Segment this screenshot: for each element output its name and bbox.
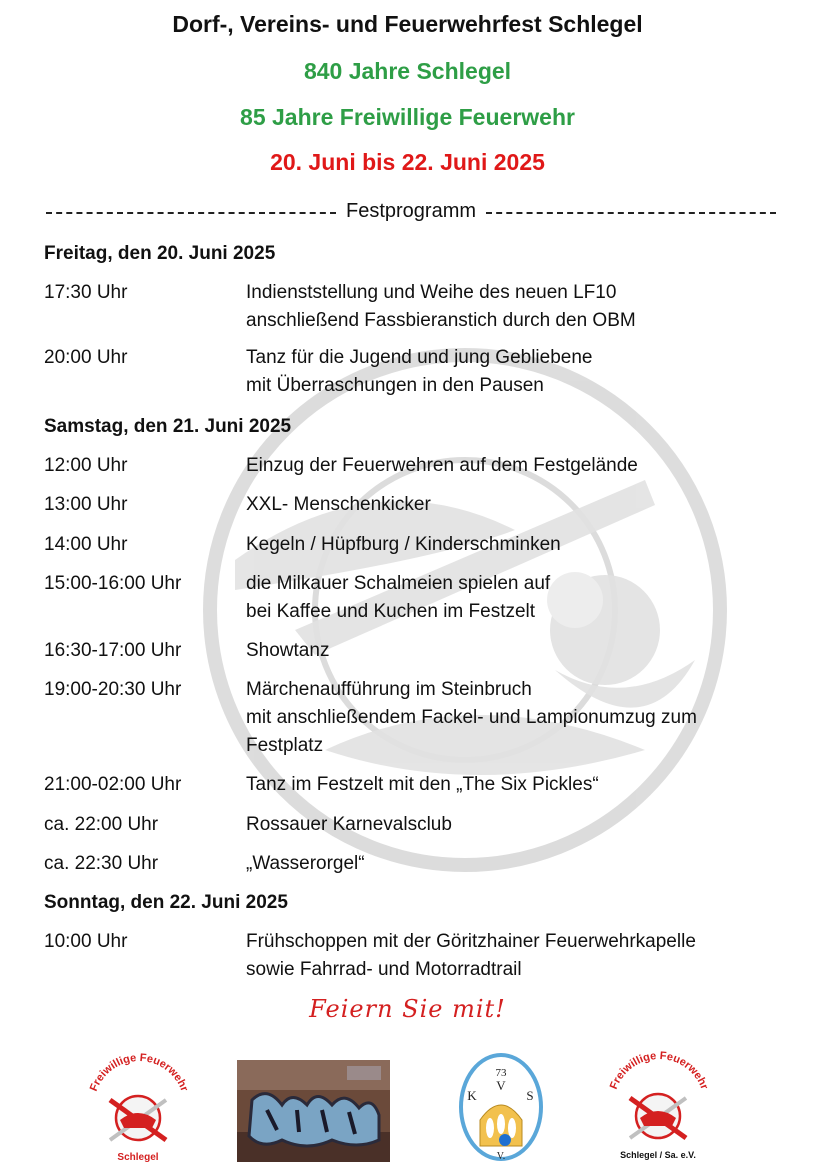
event-time: 20:00 Uhr bbox=[44, 347, 128, 368]
event-time: 14:00 Uhr bbox=[44, 534, 128, 555]
event-title: Dorf-, Vereins- und Feuerwehrfest Schlegel bbox=[172, 11, 643, 37]
divider-line-left bbox=[46, 212, 336, 214]
event-line: bei Kaffee und Kuchen im Festzelt bbox=[246, 601, 536, 622]
event-time: 12:00 Uhr bbox=[44, 455, 128, 476]
event-line: Rossauer Karnevalsclub bbox=[246, 814, 452, 835]
event-description bbox=[246, 344, 784, 400]
event-line: die Milkauer Schalmeien spielen auf bbox=[246, 573, 551, 594]
kvs-letter-v: V bbox=[496, 1078, 506, 1093]
graffiti-image bbox=[237, 1060, 390, 1162]
event-description bbox=[246, 491, 784, 519]
logo-arc-text: Freiwillige Feuerwehr bbox=[87, 1051, 191, 1094]
event-time: 19:00-20:30 Uhr bbox=[44, 679, 182, 700]
event-line: Kegeln / Hüpfburg / Kinderschminken bbox=[246, 534, 561, 555]
divider-line-right bbox=[486, 212, 776, 214]
kvs-letter-k: K bbox=[467, 1088, 477, 1103]
event-description bbox=[246, 811, 784, 839]
event-time: 10:00 Uhr bbox=[44, 931, 128, 952]
event-time: ca. 22:30 Uhr bbox=[44, 853, 159, 874]
event-line: Indienststellung und Weihe des neuen LF10 bbox=[246, 282, 617, 303]
day-heading-friday: Freitag, den 20. Juni 2025 bbox=[44, 243, 276, 264]
logo-arc-text: Freiwillige Feuerwehr bbox=[607, 1049, 711, 1092]
event-time: ca. 22:00 Uhr bbox=[44, 814, 159, 835]
fire-brigade-logo-left bbox=[80, 1048, 195, 1166]
event-line: sowie Fahrrad- und Motorradtrail bbox=[246, 959, 522, 980]
event-time: 15:00-16:00 Uhr bbox=[44, 573, 182, 594]
event-description bbox=[246, 279, 784, 335]
anniversary-village: 840 Jahre Schlegel bbox=[303, 58, 512, 84]
event-time: 21:00-02:00 Uhr bbox=[44, 774, 182, 795]
axe-helmet-icon bbox=[110, 1096, 166, 1140]
program-heading: Festprogramm bbox=[345, 200, 477, 222]
event-time: 16:30-17:00 Uhr bbox=[44, 640, 182, 661]
event-line: Märchenaufführung im Steinbruch bbox=[246, 679, 532, 700]
event-line: Festplatz bbox=[246, 735, 324, 756]
event-line: Frühschoppen mit der Göritzhainer Feuerwehrkapelle bbox=[246, 931, 696, 952]
event-time: 17:30 Uhr bbox=[44, 282, 128, 303]
kvs-letter-v-bottom: V. bbox=[496, 1151, 506, 1162]
event-description bbox=[246, 570, 784, 626]
fire-brigade-logo-right bbox=[600, 1046, 715, 1164]
axe-helmet-icon bbox=[630, 1094, 686, 1138]
program-divider bbox=[46, 200, 776, 223]
event-line: „Wasserorgel“ bbox=[246, 853, 365, 874]
event-description bbox=[246, 637, 784, 665]
event-time: 13:00 Uhr bbox=[44, 494, 128, 515]
event-line: mit anschließendem Fackel- und Lampionumzug zum bbox=[246, 707, 697, 728]
event-date-range: 20. Juni bis 22. Juni 2025 bbox=[270, 149, 545, 175]
kvs-number: 73 bbox=[495, 1067, 507, 1079]
logo-bottom-text: Schlegel bbox=[117, 1152, 159, 1163]
event-line: Showtanz bbox=[246, 640, 330, 661]
kvs-club-logo bbox=[456, 1050, 546, 1164]
event-description bbox=[246, 452, 784, 480]
kvs-letter-s: S bbox=[526, 1088, 534, 1103]
event-line: Tanz für die Jugend und jung Gebliebene bbox=[246, 347, 593, 368]
anniversary-fire-brigade: 85 Jahre Freiwillige Feuerwehr bbox=[240, 104, 575, 130]
event-description bbox=[246, 928, 784, 984]
event-line: anschließend Fassbieranstich durch den OBM bbox=[246, 310, 636, 331]
closing-slogan: Feiern Sie mit! bbox=[309, 995, 506, 1023]
logo-bottom-text: Schlegel / Sa. e.V. bbox=[620, 1150, 696, 1160]
event-description bbox=[246, 531, 784, 559]
event-line: XXL- Menschenkicker bbox=[246, 494, 431, 515]
event-line: Einzug der Feuerwehren auf dem Festgelände bbox=[246, 455, 638, 476]
event-line: Tanz im Festzelt mit den „The Six Pickles“ bbox=[246, 774, 599, 795]
day-heading-sunday: Sonntag, den 22. Juni 2025 bbox=[44, 892, 288, 913]
day-heading-saturday: Samstag, den 21. Juni 2025 bbox=[44, 416, 292, 437]
event-description bbox=[246, 850, 784, 878]
event-description bbox=[246, 676, 784, 760]
event-description bbox=[246, 771, 784, 799]
event-line: mit Überraschungen in den Pausen bbox=[246, 375, 544, 396]
